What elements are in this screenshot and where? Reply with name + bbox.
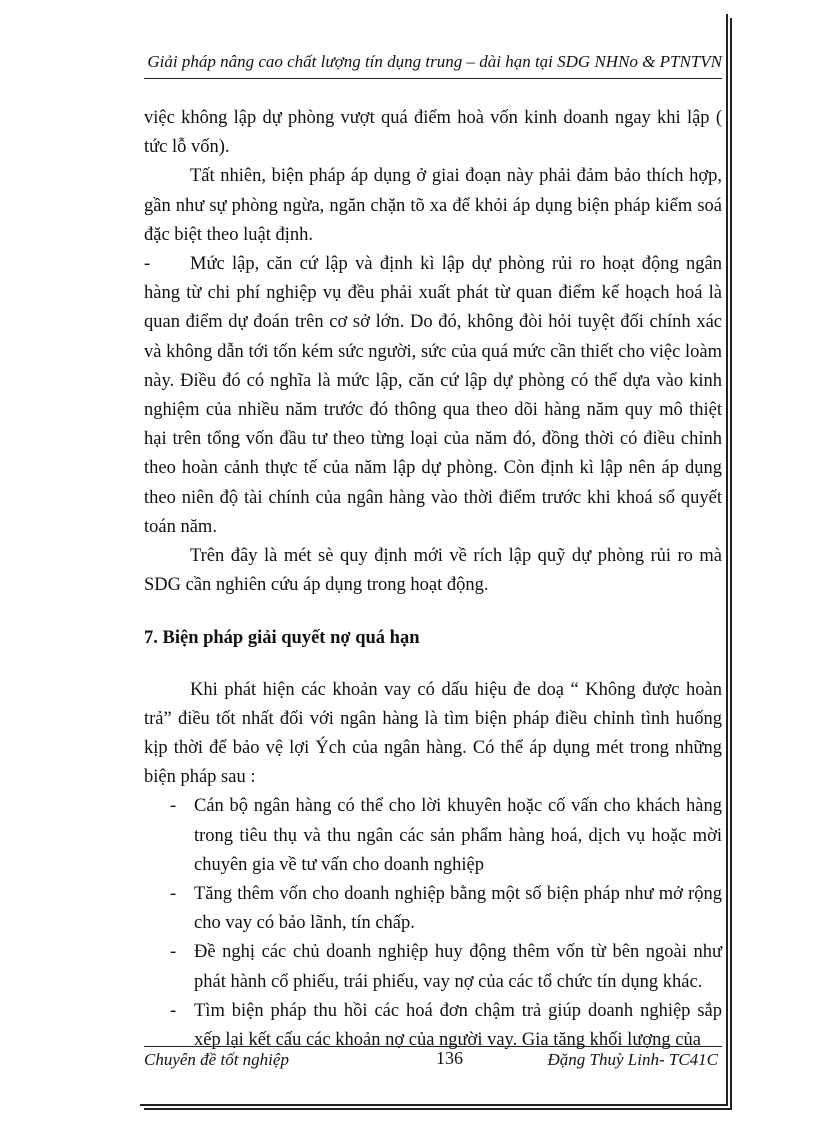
- list-item-text: Đề nghị các chủ doanh nghiệp huy động thêm vốn từ bên ngoài như phát hành cổ phiếu, trái phiếu, vay nợ của các tổ chức tín dụng khác.: [194, 942, 722, 992]
- running-header: Giải pháp nâng cao chất lượng tín dụng trung – dài hạn tại SDG NHNo & PTNTVN: [147, 52, 722, 71]
- dash-marker: -: [170, 1000, 177, 1021]
- paragraph-provision-level: [144, 250, 722, 542]
- list-item-text: Tìm biện pháp thu hồi các hoá đơn chậm trả giúp doanh nghiệp sắp xếp lại kết cấu các khoản nợ của người vay. Gia tăng khối lượng của: [194, 1000, 722, 1051]
- list-item: [144, 880, 722, 938]
- footer-rule: [144, 1046, 722, 1047]
- list-item-text: Cán bộ ngân hàng có thể cho lời khuyên hoặc cố vấn cho khách hàng trong tiêu thụ và thu ngân các sản phẩm hàng hoá, dịch vụ hoặc mời chuyên gia về tư vấn cho doanh nghiệp: [194, 796, 722, 875]
- dash-marker: -: [144, 254, 151, 275]
- page-body: [144, 104, 722, 1055]
- dash-marker: -: [170, 942, 177, 963]
- paragraph-measures: Tất nhiên, biện pháp áp dụng ở giai đoạn này phải đảm bảo thích hợp, gần như sự phòng ngừa, ngăn chặn tõ xa để khỏi áp dụng biện pháp kiểm soá đặc biệt theo luật định.: [144, 166, 722, 245]
- dash-marker: -: [170, 796, 177, 817]
- footer-document-type: Chuyên đề tốt nghiệp: [144, 1050, 289, 1069]
- running-footer: [144, 1050, 722, 1076]
- paragraph-provision-text: Mức lập, căn cứ lập và định kì lập dự phòng rủi ro hoạt động ngân hàng từ chi phí nghiệp vụ đều phải xuất phát từ quan điểm kế hoạch hoá là quan điểm dự đoán trên cơ sở lớn. Do đó, không đòi hỏi tuyệt đối chính xác và không dẫn tới tốn kém sức người, sức của quá mức cần thiết cho việc loàm này. Điều đó có nghĩa là mức lập, căn cứ lập dự phòng có thể dựa vào kinh nghiệm của nhiều năm trước đó thông qua theo dõi hàng năm quy mô thiệt hại trên tổng vốn đầu tư theo từng loại của năm đó, đồng thời có điều chỉnh theo hoàn cảnh thực tế của năm lập dự phòng. Còn định kì lập nên áp dụng theo niên độ tài chính của ngân hàng vào thời điểm trước khi khoá sổ quyết toán năm.: [144, 254, 722, 537]
- paragraph-intro: Khi phát hiện các khoản vay có dấu hiệu đe doạ “ Không được hoàn trả” điều tốt nhất đối với ngân hàng là tìm biện pháp điều chỉnh tình huống kịp thời để bảo vệ lợi Ých của ngân hàng. Có thể áp dụng mét trong những biện pháp sau :: [144, 679, 722, 788]
- footer-author: Đặng Thuỳ Linh- TC41C: [547, 1050, 718, 1069]
- list-item-text: Tăng thêm vốn cho doanh nghiệp bằng một số biện pháp như mở rộng cho vay có bảo lãnh, tín chấp.: [194, 884, 722, 934]
- list-item: [144, 792, 722, 880]
- header-rule: [144, 78, 722, 79]
- list-item: [144, 938, 722, 996]
- measures-list: [144, 792, 722, 1055]
- dash-marker: -: [170, 884, 177, 905]
- page-number: 136: [436, 1048, 463, 1068]
- paragraph-continuation: việc không lập dự phòng vượt quá điểm hoà vốn kinh doanh ngay khi lập ( tức lỗ vốn).: [144, 108, 722, 158]
- section-heading: 7. Biện pháp giải quyết nợ quá hạn: [144, 628, 420, 649]
- paragraph-summary: Trên đây là mét sè quy định mới về rích lập quỹ dự phòng rủi ro mà SDG cần nghiên cứu áp dụng trong hoạt động.: [144, 546, 722, 596]
